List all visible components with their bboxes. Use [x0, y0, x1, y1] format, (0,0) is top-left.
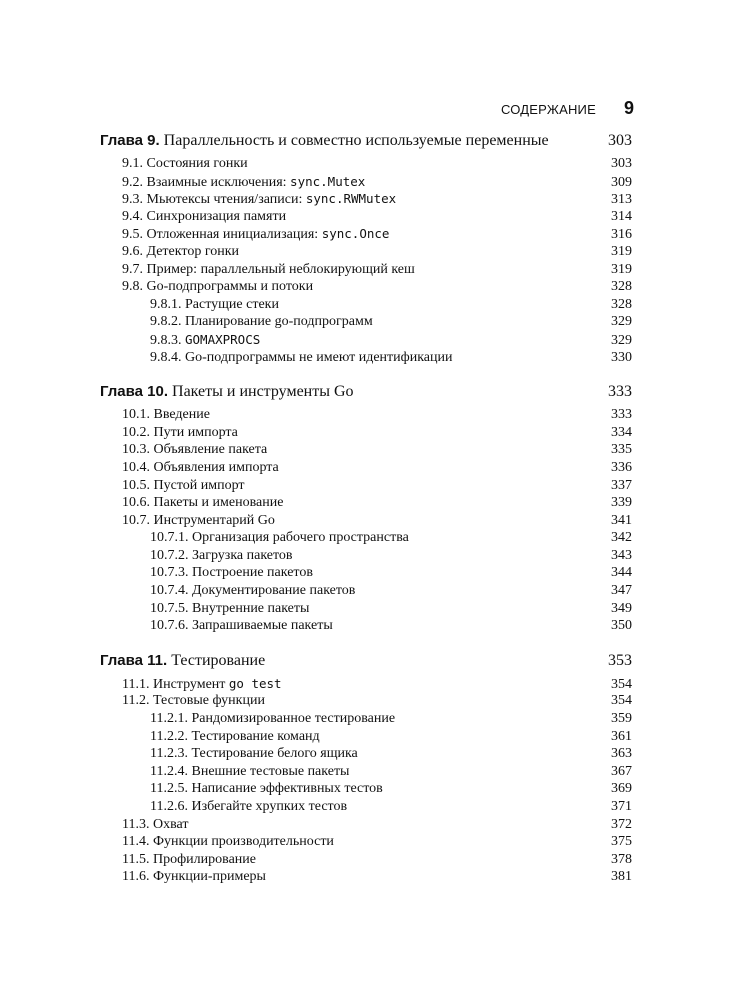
chapter-title: Пакеты и инструменты Go — [172, 383, 354, 401]
entry-page-number: 328 — [611, 279, 632, 295]
chapter-page-number: 333 — [608, 383, 632, 401]
entry-number: 9.4. — [122, 208, 143, 224]
entry-text — [150, 781, 383, 797]
entry-text — [122, 262, 415, 278]
entry-number: 10.7.1. — [150, 530, 189, 546]
entry-page-number: 347 — [611, 583, 632, 599]
chapter-heading-text — [100, 383, 354, 401]
entry-title: Организация рабочего пространства — [192, 530, 409, 546]
entry-page-number: 349 — [611, 600, 632, 616]
entry-page-number: 309 — [611, 174, 632, 190]
entry-number: 10.7.3. — [150, 565, 189, 581]
entry-number: 10.1. — [122, 407, 150, 423]
entry-text — [150, 314, 373, 330]
toc-section-row[interactable] — [100, 156, 632, 174]
entry-number: 9.8.3. — [150, 332, 182, 348]
chapter-heading[interactable] — [100, 652, 632, 676]
entry-text — [122, 852, 256, 868]
toc-subsection-row[interactable] — [100, 332, 632, 350]
chapter-heading[interactable] — [100, 132, 632, 156]
entry-page-number: 378 — [611, 851, 632, 867]
entry-title: Состояния гонки — [146, 156, 248, 171]
toc-section-row[interactable] — [100, 244, 632, 262]
entry-title: Рандомизированное тестирование — [191, 711, 396, 727]
entry-text — [122, 495, 283, 511]
toc-subsection-row[interactable] — [100, 530, 632, 548]
entry-title: Пример: параллельный неблокирующий кеш — [146, 261, 415, 277]
entry-number: 9.8.4. — [150, 349, 182, 365]
toc-section-row[interactable] — [100, 817, 632, 835]
entry-page-number: 303 — [611, 156, 632, 171]
toc-subsection-row[interactable] — [100, 350, 632, 368]
entry-number: 11.2.2. — [150, 728, 188, 744]
chapter-block — [100, 132, 632, 367]
entry-page-number: 381 — [611, 869, 632, 885]
entry-text — [150, 729, 320, 745]
entry-title: Go-подпрограммы и потоки — [146, 279, 314, 295]
toc-section-row[interactable] — [100, 279, 632, 297]
entry-number: 10.5. — [122, 477, 150, 493]
entry-title: Объявление пакета — [153, 442, 268, 458]
toc-section-row[interactable] — [100, 262, 632, 280]
toc-subsection-row[interactable] — [100, 764, 632, 782]
entry-text — [122, 244, 239, 260]
entry-number: 9.2. — [122, 174, 143, 190]
toc-section-row[interactable] — [100, 834, 632, 852]
entry-page-number: 339 — [611, 495, 632, 511]
entry-number: 11.4. — [122, 834, 150, 850]
entry-page-number: 341 — [611, 512, 632, 528]
entry-text — [150, 548, 293, 564]
chapter-heading-text — [100, 652, 265, 670]
entry-title: Охват — [152, 816, 189, 832]
chapter-heading-text — [100, 132, 549, 150]
entry-number: 11.3. — [122, 816, 150, 832]
entry-title: Тестирование команд — [191, 728, 320, 744]
chapter-page-number: 303 — [608, 132, 632, 149]
entry-title: Функции производительности — [152, 834, 334, 850]
entry-title: Синхронизация памяти — [146, 208, 287, 224]
entry-number: 10.7.4. — [150, 583, 189, 599]
entry-title: Загрузка пакетов — [192, 547, 293, 563]
toc-section-row[interactable] — [100, 209, 632, 227]
entry-page-number: 367 — [611, 763, 632, 779]
entry-text — [150, 583, 355, 599]
entry-page-number: 359 — [611, 711, 632, 727]
entry-page-number: 336 — [611, 459, 632, 475]
entry-title: Запрашиваемые пакеты — [192, 618, 333, 634]
chapter-page-number: 353 — [608, 651, 632, 669]
entry-code: sync.RWMutex — [305, 191, 397, 207]
toc-subsection-row[interactable] — [100, 729, 632, 747]
toc-section-row[interactable] — [100, 478, 632, 496]
entry-page-number: 330 — [611, 349, 632, 365]
entry-text — [150, 530, 409, 546]
entry-text — [122, 817, 189, 833]
entry-number: 11.2.4. — [150, 763, 188, 779]
entry-number: 10.2. — [122, 424, 150, 440]
entry-number: 9.8.1. — [150, 296, 182, 312]
toc-subsection-row[interactable] — [100, 548, 632, 566]
entry-number: 9.8.2. — [150, 314, 182, 330]
entry-title: Функции-примеры — [152, 869, 266, 885]
entry-page-number: 363 — [611, 746, 632, 762]
entry-title: Тестовые функции — [152, 693, 265, 709]
entry-text — [122, 478, 245, 494]
entry-title: Пути импорта — [153, 424, 238, 440]
chapter-block — [100, 652, 632, 887]
table-of-contents — [100, 132, 632, 903]
entry-title: Отложенная инициализация: — [146, 227, 319, 243]
toc-subsection-row[interactable] — [100, 711, 632, 729]
entry-number: 10.7.6. — [150, 618, 189, 634]
chapter-label: Глава 9. — [100, 132, 160, 149]
entry-text — [122, 834, 334, 850]
entry-title: Мьютексы чтения/записи: — [146, 192, 303, 208]
entry-text — [150, 711, 395, 727]
toc-subsection-row[interactable] — [100, 746, 632, 764]
entry-page-number: 350 — [611, 618, 632, 634]
entry-number: 9.3. — [122, 192, 143, 208]
entry-title: Тестирование белого ящика — [191, 746, 358, 762]
entry-text — [122, 407, 210, 423]
entry-page-number: 369 — [611, 781, 632, 797]
entry-text — [122, 460, 279, 476]
entry-title: Избегайте хрупких тестов — [191, 799, 348, 814]
entry-page-number: 313 — [611, 192, 632, 208]
entry-text — [122, 869, 266, 885]
entry-text — [150, 565, 313, 581]
toc-section-row[interactable] — [100, 513, 632, 531]
entry-number: 9.1. — [122, 156, 143, 171]
toc-section-row[interactable] — [100, 676, 632, 694]
entry-text — [150, 618, 333, 634]
entry-title: Написание эффективных тестов — [191, 781, 383, 797]
toc-subsection-row[interactable] — [100, 781, 632, 799]
entry-text — [122, 191, 396, 208]
entry-title: Документирование пакетов — [192, 583, 356, 599]
entry-page-number: 375 — [611, 834, 632, 850]
entry-text — [150, 764, 349, 780]
entry-page-number: 316 — [611, 227, 632, 243]
entry-title: Внешние тестовые пакеты — [191, 763, 350, 779]
entry-number: 9.8. — [122, 279, 143, 295]
toc-subsection-row[interactable] — [100, 618, 632, 636]
entry-text — [122, 693, 265, 709]
entry-title: Инструмент — [152, 676, 226, 692]
chapter-label: Глава 10. — [100, 383, 169, 401]
entry-code: GOMAXPROCS — [185, 331, 261, 347]
entry-title: Взаимные исключения: — [146, 174, 287, 190]
entry-title: Планирование go-подпрограмм — [185, 314, 373, 330]
entry-text — [122, 156, 248, 172]
toc-subsection-row[interactable] — [100, 314, 632, 332]
entry-code: go test — [228, 675, 282, 691]
entry-number: 10.7. — [122, 512, 150, 528]
entry-code: sync.Once — [321, 226, 390, 242]
entry-page-number: 354 — [611, 676, 632, 692]
toc-section-row[interactable] — [100, 425, 632, 443]
entry-title: Пустой импорт — [153, 477, 245, 493]
toc-section-row[interactable] — [100, 174, 632, 192]
entry-number: 11.2.6. — [150, 799, 188, 814]
entry-number: 11.1. — [122, 676, 150, 692]
entry-text — [122, 676, 282, 693]
entry-text — [122, 279, 313, 295]
chapter-heading[interactable] — [100, 383, 632, 407]
entry-number: 11.5. — [122, 851, 150, 867]
toc-section-row[interactable] — [100, 852, 632, 870]
section-title: СОДЕРЖАНИЕ — [500, 102, 596, 117]
entry-number: 11.2. — [122, 693, 150, 709]
entry-title: Пакеты и именование — [153, 495, 284, 511]
entry-page-number: 372 — [611, 816, 632, 832]
entry-number: 9.6. — [122, 243, 143, 259]
entry-text — [122, 174, 365, 191]
entry-page-number: 335 — [611, 442, 632, 458]
entry-number: 10.4. — [122, 459, 150, 475]
entry-number: 9.7. — [122, 261, 143, 277]
entry-page-number: 342 — [611, 530, 632, 546]
toc-section-row[interactable] — [100, 495, 632, 513]
entry-number: 11.2.3. — [150, 746, 188, 762]
entry-code: sync.Mutex — [290, 173, 366, 189]
entry-page-number: 334 — [611, 424, 632, 440]
running-head — [501, 98, 634, 119]
entry-page-number: 337 — [611, 477, 632, 493]
entry-title: Объявления импорта — [153, 459, 279, 475]
entry-text — [122, 209, 286, 225]
entry-number: 9.5. — [122, 227, 143, 243]
entry-title: Внутренние пакеты — [192, 600, 310, 616]
toc-subsection-row[interactable] — [100, 583, 632, 601]
entry-title: Растущие стеки — [185, 296, 279, 312]
toc-section-row[interactable] — [100, 693, 632, 711]
entry-page-number: 354 — [611, 693, 632, 709]
entry-page-number: 319 — [611, 243, 632, 259]
entry-number: 10.6. — [122, 495, 150, 511]
toc-subsection-row[interactable] — [100, 601, 632, 619]
entry-page-number: 361 — [611, 728, 632, 744]
chapter-label: Глава 11. — [100, 651, 168, 669]
entry-page-number: 344 — [611, 565, 632, 581]
toc-subsection-row[interactable] — [100, 799, 632, 817]
toc-subsection-row[interactable] — [100, 297, 632, 315]
page-number: 9 — [623, 98, 634, 118]
entry-page-number: 329 — [611, 314, 632, 330]
entry-title: Профилирование — [152, 851, 256, 867]
entry-text — [122, 226, 389, 243]
toc-section-row[interactable] — [100, 407, 632, 425]
toc-section-row[interactable] — [100, 442, 632, 460]
toc-subsection-row[interactable] — [100, 565, 632, 583]
entry-page-number: 314 — [611, 208, 632, 224]
entry-page-number: 328 — [611, 296, 632, 312]
entry-number: 10.7.5. — [150, 600, 189, 616]
chapter-block — [100, 383, 632, 636]
toc-section-row[interactable] — [100, 191, 632, 209]
entry-title: Инструментарий Go — [153, 512, 275, 528]
entry-text — [150, 350, 453, 366]
chapter-title: Тестирование — [171, 651, 266, 669]
entry-text — [150, 332, 260, 349]
entry-number: 11.6. — [122, 869, 150, 885]
entry-text — [150, 601, 309, 617]
entry-text — [150, 746, 358, 762]
entry-title: Детектор гонки — [146, 243, 239, 259]
entry-title: Go-подпрограммы не имеют идентификации — [185, 349, 453, 365]
entry-title: Введение — [153, 407, 210, 423]
entry-number: 10.3. — [122, 442, 150, 458]
entry-number: 11.2.1. — [150, 711, 188, 727]
toc-section-row[interactable] — [100, 869, 632, 887]
entry-text — [122, 442, 267, 458]
entry-text — [122, 425, 238, 441]
entry-text — [122, 513, 275, 529]
entry-page-number: 319 — [611, 261, 632, 277]
entry-text — [150, 297, 279, 313]
entry-page-number: 343 — [611, 547, 632, 563]
entry-number: 10.7.2. — [150, 547, 189, 563]
entry-title: Построение пакетов — [192, 565, 313, 581]
chapter-title: Параллельность и совместно используемые переменные — [163, 132, 549, 149]
toc-section-row[interactable] — [100, 460, 632, 478]
entry-page-number: 333 — [611, 407, 632, 423]
entry-text — [150, 799, 347, 815]
entry-page-number: 371 — [611, 799, 632, 814]
entry-number: 11.2.5. — [150, 781, 188, 797]
toc-section-row[interactable] — [100, 226, 632, 244]
entry-page-number: 329 — [611, 332, 632, 348]
